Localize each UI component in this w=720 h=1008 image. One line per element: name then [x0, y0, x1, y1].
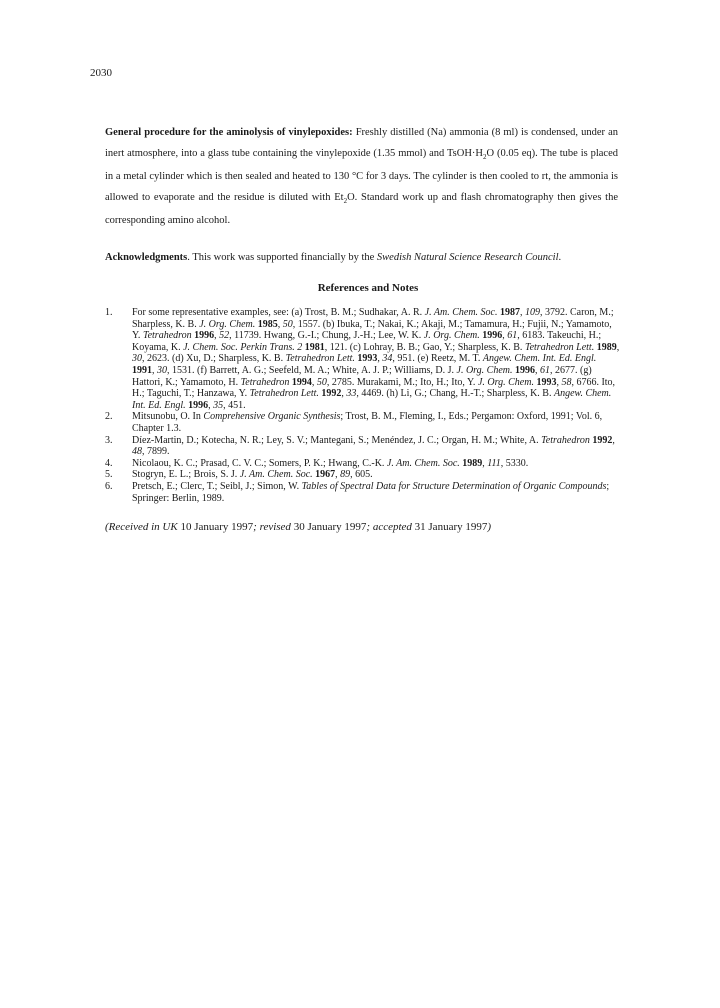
reference-segment: J. Am. Chem. Soc. — [239, 469, 313, 481]
reference-segment: , 2623. (d) Xu, D.; Sharpless, K. B. — [142, 353, 286, 365]
reference-segment: 30 — [132, 353, 142, 365]
reference-segment: , — [311, 376, 317, 388]
revised-date: 30 January 1997 — [293, 521, 367, 533]
reference-segment: Angew. Chem. Int. Ed. Engl. — [482, 353, 597, 365]
reference-segment: ; Springer: Berlin, 1989. — [132, 480, 610, 504]
reference-segment: Díez-Martin, D.; Kotecha, N. R.; Ley, S. V.; Mantegani, S.; Menéndez, J. C.; Organ, H. M.; White, A. — [132, 434, 542, 446]
reference-segment: Mitsunobu, O. In — [132, 411, 204, 423]
reference-segment: 1985 — [257, 318, 278, 330]
reference-segment: Tetrahedron Lett. — [285, 353, 355, 365]
reference-segment: , — [502, 330, 508, 342]
reference-item — [105, 458, 620, 470]
reference-number: 3. — [105, 434, 113, 446]
reference-segment: , — [341, 388, 347, 400]
reference-segment: 109 — [524, 307, 540, 318]
procedure-subscript-1: 2 — [482, 152, 487, 161]
received-date: 10 January 1997 — [180, 521, 254, 533]
reference-segment: , 6183. Takeuchi, H.; Koyama, K. — [132, 330, 602, 353]
reference-segment: , 4469. (h) Li, G.; Chang, H.-T.; Sharpless, K. B. — [356, 388, 554, 400]
reference-segment: 1991 — [132, 364, 152, 376]
reference-segment: Tetrahedron Lett. — [249, 388, 319, 400]
reference-segment: 1993 — [357, 353, 378, 365]
reference-number: 4. — [105, 457, 113, 469]
received-close: ) — [487, 521, 492, 533]
reference-segment: Stogryn, E. L.; Brois, S. J. — [132, 469, 240, 481]
reference-segment: 33 — [346, 388, 357, 400]
reference-segment: J. Am. Chem. Soc. — [386, 457, 460, 469]
received-open: (Received in UK — [105, 521, 181, 533]
funder-name: Swedish Natural Science Research Council — [376, 252, 559, 263]
reference-text — [132, 307, 620, 411]
reference-segment: , — [535, 364, 541, 376]
reference-segment: 1993 — [536, 376, 557, 388]
reference-segment: 89 — [340, 469, 351, 481]
reference-segment: , 1531. (f) Barrett, A. G.; Seefeld, M. A.; White, A. J. P.; Williams, D. J. — [167, 364, 457, 376]
reference-segment: , 121. (c) Lohray, B. B.; Gao, Y.; Sharpless, K. B. — [324, 341, 525, 353]
reference-segment: , 1557. (b) Ibuka, T.; Nakai, K.; Akaji, M.; Tamamura, H.; Fujii, N.; Yamamoto, Y. — [132, 318, 612, 342]
reference-segment: 1996 — [188, 399, 209, 411]
reference-segment: 1989 — [596, 341, 617, 353]
accepted-label: ; accepted — [366, 521, 415, 533]
reference-segment: , — [335, 469, 341, 481]
reference-segment: J. Org. Chem. — [199, 318, 256, 330]
reference-number: 6. — [105, 480, 113, 492]
reference-number: 2. — [105, 411, 113, 423]
reference-segment: , 11739. Hwang, G.-I.; Chung, J.-H.; Lee, W. K. — [229, 330, 424, 342]
procedure-heading: General procedure for the aminolysis of vinylepoxides: — [105, 127, 353, 138]
reference-text — [132, 411, 620, 434]
reference-segment: Tetrahedron — [541, 434, 590, 446]
reference-segment: 52 — [219, 330, 230, 342]
reference-segment: , 7899. — [142, 446, 170, 458]
reference-segment: 30 — [157, 364, 167, 376]
reference-segment: 1992 — [321, 388, 342, 400]
references-heading: References and Notes — [317, 282, 419, 294]
reference-segment: 61 — [507, 330, 518, 342]
reference-item — [105, 481, 620, 504]
reference-segment: 1992 — [592, 434, 613, 446]
reference-segment: 1996 — [194, 330, 215, 342]
reference-item — [105, 469, 620, 481]
reference-segment: 50 — [282, 318, 293, 330]
acknowledgments-text: . This work was supported financially by the — [187, 252, 377, 263]
reference-segment: , — [616, 341, 620, 353]
reference-segment: , 451. — [223, 399, 246, 411]
reference-segment: , — [556, 376, 562, 388]
reference-segment: Tetrahedron — [240, 376, 290, 388]
reference-list — [105, 307, 620, 504]
received-line — [105, 521, 491, 533]
acknowledgments-end: . — [558, 252, 562, 263]
reference-segment: , — [519, 307, 525, 318]
reference-segment: 1967 — [315, 469, 336, 481]
reference-segment: 61 — [540, 364, 551, 376]
reference-segment: 1989 — [462, 457, 483, 469]
reference-segment: , — [482, 457, 488, 469]
reference-segment: Tetrahedron Lett. — [524, 341, 595, 353]
revised-label: ; revised — [253, 521, 294, 533]
reference-segment: J. Am. Chem. Soc. — [424, 307, 498, 318]
reference-segment: 48 — [132, 446, 142, 458]
reference-segment: 35 — [213, 399, 224, 411]
reference-segment: , — [214, 330, 220, 342]
reference-segment: , — [152, 364, 157, 376]
reference-segment: Angew. Chem. Int. Ed. Engl. — [132, 388, 612, 411]
reference-text — [132, 435, 620, 458]
procedure-text-3: O. Standard work up and flash chromatography then gives the corresponding amino alcohol. — [105, 191, 618, 227]
reference-item — [105, 411, 620, 434]
reference-segment: Pretsch, E.; Clerc, T.; Seibl, J.; Simon, W. — [132, 480, 302, 492]
reference-segment: , 5330. — [500, 457, 529, 469]
reference-item — [105, 307, 620, 411]
acknowledgments-heading: Acknowledgments — [105, 252, 188, 263]
reference-item — [105, 435, 620, 458]
reference-segment: , 2785. Murakami, M.; Ito, H.; Ito, Y. — [326, 376, 478, 388]
reference-segment: J. Org. Chem. — [477, 376, 534, 388]
reference-segment: 50 — [316, 376, 327, 388]
reference-segment: Comprehensive Organic Synthesis — [203, 411, 341, 423]
procedure-text-2: O (0.05 eq). The tube is placed in a metal cylinder which is then sealed and heated to 130 °C for 3 days. The cylinder is then cooled to rt, the ammonia is allowed to evaporate and the residue is diluted with Et — [105, 147, 618, 203]
reference-segment: J. Org. Chem. — [456, 364, 513, 376]
general-procedure-paragraph — [105, 123, 618, 232]
page-number: 2030 — [90, 67, 112, 79]
reference-segment: 1996 — [482, 330, 503, 342]
reference-segment: , 6766. Ito, H.; Taguchi, T.; Hanzawa, Y. — [132, 376, 616, 400]
reference-segment: 58 — [561, 376, 572, 388]
reference-segment: 34 — [382, 353, 393, 365]
reference-segment: , 605. — [350, 469, 373, 481]
reference-segment: J. Chem. Soc. Perkin Trans. 2 — [183, 341, 303, 353]
reference-text — [132, 469, 620, 481]
reference-segment: 1987 — [499, 307, 520, 318]
acknowledgments-paragraph — [105, 251, 635, 265]
reference-segment: , — [612, 434, 615, 446]
reference-segment: , — [277, 318, 283, 330]
reference-segment: , 951. (e) Reetz, M. T. — [392, 353, 483, 365]
reference-segment: J. Org. Chem. — [423, 330, 480, 342]
reference-segment: 111 — [487, 457, 501, 469]
reference-text — [132, 458, 620, 470]
reference-segment: 1981 — [304, 341, 325, 353]
reference-segment: , 2677. (g) Hattori, K.; Yamamoto, H. — [132, 364, 592, 388]
procedure-text-1: Freshly distilled (Na) ammonia (8 ml) is condensed, under an inert atmosphere, into a glass tube containing the vinylepoxide (1.35 mmol) and TsOH·H — [105, 127, 618, 159]
reference-text — [132, 481, 620, 504]
accepted-date: 31 January 1997 — [414, 521, 488, 533]
reference-segment: Tetrahedron — [142, 330, 192, 342]
reference-segment: , — [377, 353, 383, 365]
procedure-subscript-2: 2 — [343, 196, 348, 205]
reference-segment: Nicolaou, K. C.; Prasad, C. V. C.; Somers, P. K.; Hwang, C.-K. — [132, 457, 387, 469]
reference-segment: Tables of Spectral Data for Structure Determination of Organic Compounds — [301, 480, 607, 492]
reference-segment: For some representative examples, see: (a) Trost, B. M.; Sudhakar, A. R. — [132, 307, 425, 318]
reference-number: 5. — [105, 469, 113, 481]
reference-number: 1. — [105, 307, 113, 318]
reference-segment: ; Trost, B. M., Fleming, I., Eds.; Pergamon: Oxford, 1991; Vol. 6, Chapter 1.3. — [132, 411, 603, 434]
reference-segment: , 3792. Caron, M.; Sharpless, K. B. — [132, 307, 614, 330]
reference-segment: , — [208, 399, 214, 411]
reference-segment: 1994 — [291, 376, 312, 388]
reference-segment: 1996 — [515, 364, 536, 376]
